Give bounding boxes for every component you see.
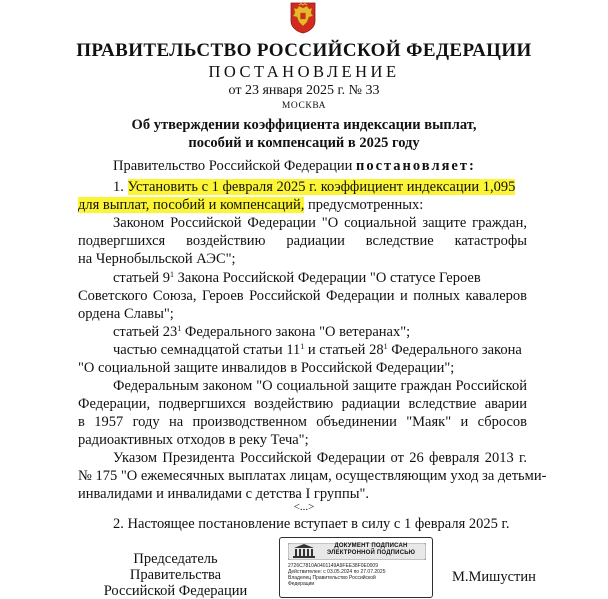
ukaz-line-3: инвалидами и инвалидами с детства I группы". (78, 486, 369, 502)
preamble: Правительство Российской Федерации постановляет: (113, 158, 476, 174)
highlighted-text: Установить с 1 февраля 2025 г. коэффициент индексации 1,095 (127, 179, 516, 195)
electronic-signature-stamp (279, 537, 433, 598)
stamp-details: 2726C7810A0401149A9FEE38F0E0009 Действителен: с 03.05.2024 по 27.07.2025 Владелец Правительство Российской Федерации (288, 563, 386, 587)
law-mayak-line-2: Федерации, подвергшихся воздействию радиации вследствие аварии (78, 396, 527, 412)
omission-marker: <...> (293, 501, 315, 513)
law-chernobyl-line-3: на Чернобыльской АЭС"; (78, 251, 236, 267)
law-mayak-line-1: Федеральным законом "О социальной защите граждан Российской (113, 378, 527, 394)
paragraph-1-line-1: 1. Установить с 1 февраля 2025 г. коэффициент индексации 1,095 (113, 179, 516, 195)
stamp-title: ДОКУМЕНТ ПОДПИСАН ЭЛЕКТРОННОЙ ПОДПИСЬЮ (326, 543, 416, 556)
law-disabled-line-2: "О социальной защите инвалидов в Российской Федерации"; (78, 360, 455, 376)
law-heroes-line-1: статьей $9^1$ Закона Российской Федерации "О статусе Героев (113, 270, 481, 286)
paragraph-1-line-2: для выплат, пособий и компенсаций, предусмотренных: (78, 197, 424, 213)
law-mayak-line-3: в 1957 году на производственном объединении "Маяк" и сбросов (78, 414, 527, 430)
law-chernobyl-line-1: Законом Российской Федерации "О социальной защите граждан, (113, 215, 527, 231)
government-name: ПРАВИТЕЛЬСТВО РОССИЙСКОЙ ФЕДЕРАЦИИ (76, 40, 532, 61)
signatory-name: М.Мишустин (452, 569, 536, 585)
document-type: ПОСТАНОВЛЕНИЕ (208, 62, 400, 81)
law-heroes-line-3: ордена Славы"; (78, 306, 174, 322)
coat-of-arms-emblem (288, 2, 318, 34)
document-title: Об утверждении коэффициента индексации выплат, пособий и компенсаций в 2025 году (131, 117, 477, 151)
law-mayak-line-4: радиоактивных отходов в реку Теча"; (78, 432, 309, 448)
document-city: МОСКВА (281, 101, 327, 111)
highlighted-text: для выплат, пособий и компенсаций, (78, 197, 305, 213)
law-disabled-line-1: частью семнадцатой статьи $11^1$ и статьей $28^1$ Федерального закона (113, 342, 522, 358)
law-chernobyl-line-2: подвергшихся воздействию радиации вследствие катастрофы (78, 233, 527, 249)
law-heroes-line-2: Советского Союза, Героев Российской Федерации и полных кавалеров (78, 288, 527, 304)
signatory-title: Председатель Правительства Российской Федерации (103, 551, 248, 599)
document-date-number: от 23 января 2025 г. № 33 (228, 83, 380, 98)
ukaz-line-2: № 175 "О ежемесячных выплатах лицам, осуществляющим уход за детьми- (78, 468, 547, 484)
ukaz-line-1: Указом Президента Российской Федерации от 26 февраля 2013 г. (113, 450, 527, 466)
law-veterans: статьей $23^1$ Федерального закона "О ветеранах"; (113, 324, 411, 340)
paragraph-2: 2. Настоящее постановление вступает в силу с 1 февраля 2025 г. (113, 516, 510, 532)
